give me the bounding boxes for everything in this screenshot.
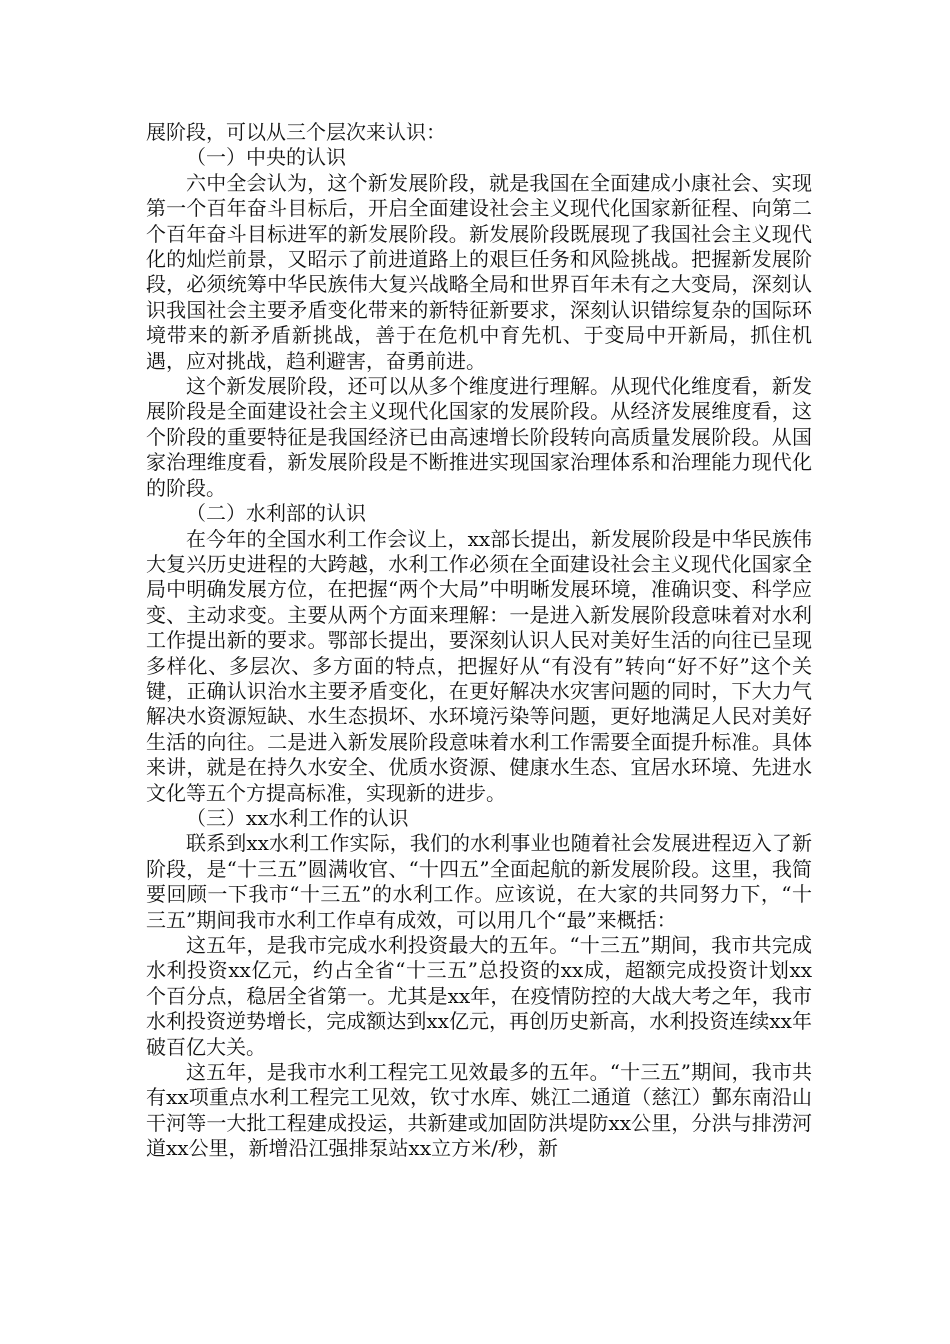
paragraph-body: 这五年，是我市水利工程完工见效最多的五年。“十三五”期间，我市共有xx项重点水利工程完工见效，钦寸水库、姚江二通道（慈江）鄞东南沿山干河等一大批工程建成投运，共新建或加固防洪堤防xx公里，分洪与排涝河道xx公里，新增沿江强排泵站xx立方米/秒，新 bbox=[146, 1060, 812, 1161]
section-heading-central: （一）中央的认识 bbox=[186, 145, 346, 170]
paragraph-body: 这个新发展阶段，还可以从多个维度进行理解。从现代化维度看，新发展阶段是全面建设社会主义现代化国家的发展阶段。从经济发展维度看，这个阶段的重要特征是我国经济已由高速增长阶段转向高质量发展阶段。从国家治理维度看，新发展阶段是不断推进实现国家治理体系和治理能力现代化的阶段。 bbox=[146, 374, 812, 500]
section-heading-ministry: （二）水利部的认识 bbox=[186, 501, 366, 526]
paragraph-body: 这五年，是我市完成水利投资最大的五年。“十三五”期间，我市共完成水利投资xx亿元，约占全省“十三五”总投资的xx成，超额完成投资计划xx个百分点，稳居全省第一。尤其是xx年，在疫情防控的大战大考之年，我市水利投资逆势增长，完成额达到xx亿元，再创历史新高，水利投资连续xx年破百亿大关。 bbox=[146, 933, 812, 1059]
document-body bbox=[146, 120, 812, 1162]
paragraph-body: 联系到xx水利工作实际，我们的水利事业也随着社会发展进程迈入了新阶段，是“十三五”圆满收官、“十四五”全面起航的新发展阶段。这里，我简要回顾一下我市“十三五”的水利工作。应该说，在大家的共同努力下，“十三五”期间我市水利工作卓有成效，可以用几个“最”来概括： bbox=[146, 831, 812, 932]
section-heading-local: （三）xx水利工作的认识 bbox=[186, 805, 409, 830]
paragraph-body: 在今年的全国水利工作会议上，xx部长提出，新发展阶段是中华民族伟大复兴历史进程的大跨越，水利工作必须在全面建设社会主义现代化国家全局中明确发展方位，在把握“两个大局”中明晰发展环境，准确识变、科学应变、主动求变。主要从两个方面来理解：一是进入新发展阶段意味着对水利工作提出新的要求。鄂部长提出，要深刻认识人民对美好生活的向往已呈现多样化、多层次、多方面的特点，把握好从“有没有”转向“好不好”这个关键，正确认识治水主要矛盾变化，在更好解决水灾害问题的同时，下大力气解决水资源短缺、水生态损坏、水环境污染等问题，更好地满足人民对美好生活的向往。二是进入新发展阶段意味着水利工作需要全面提升标准。具体来讲，就是在持久水安全、优质水资源、健康水生态、宜居水环境、先进水文化等五个方提高标准，实现新的进步。 bbox=[146, 526, 812, 805]
paragraph-continuation: 展阶段，可以从三个层次来认识： bbox=[146, 120, 446, 144]
paragraph-body: 六中全会认为，这个新发展阶段，就是我国在全面建成小康社会、实现第一个百年奋斗目标后，开启全面建设社会主义现代化国家新征程、向第二个百年奋斗目标进军的新发展阶段。新发展阶段既展现了我国社会主义现代化的灿烂前景，又昭示了前进道路上的艰巨任务和风险挑战。把握新发展阶段，必须统筹中华民族伟大复兴战略全局和世界百年未有之大变局，深刻认识我国社会主要矛盾变化带来的新特征新要求，深刻认识错综复杂的国际环境带来的新矛盾新挑战，善于在危机中育先机、于变局中开新局，抓住机遇，应对挑战，趋利避害，奋勇前进。 bbox=[146, 170, 812, 373]
